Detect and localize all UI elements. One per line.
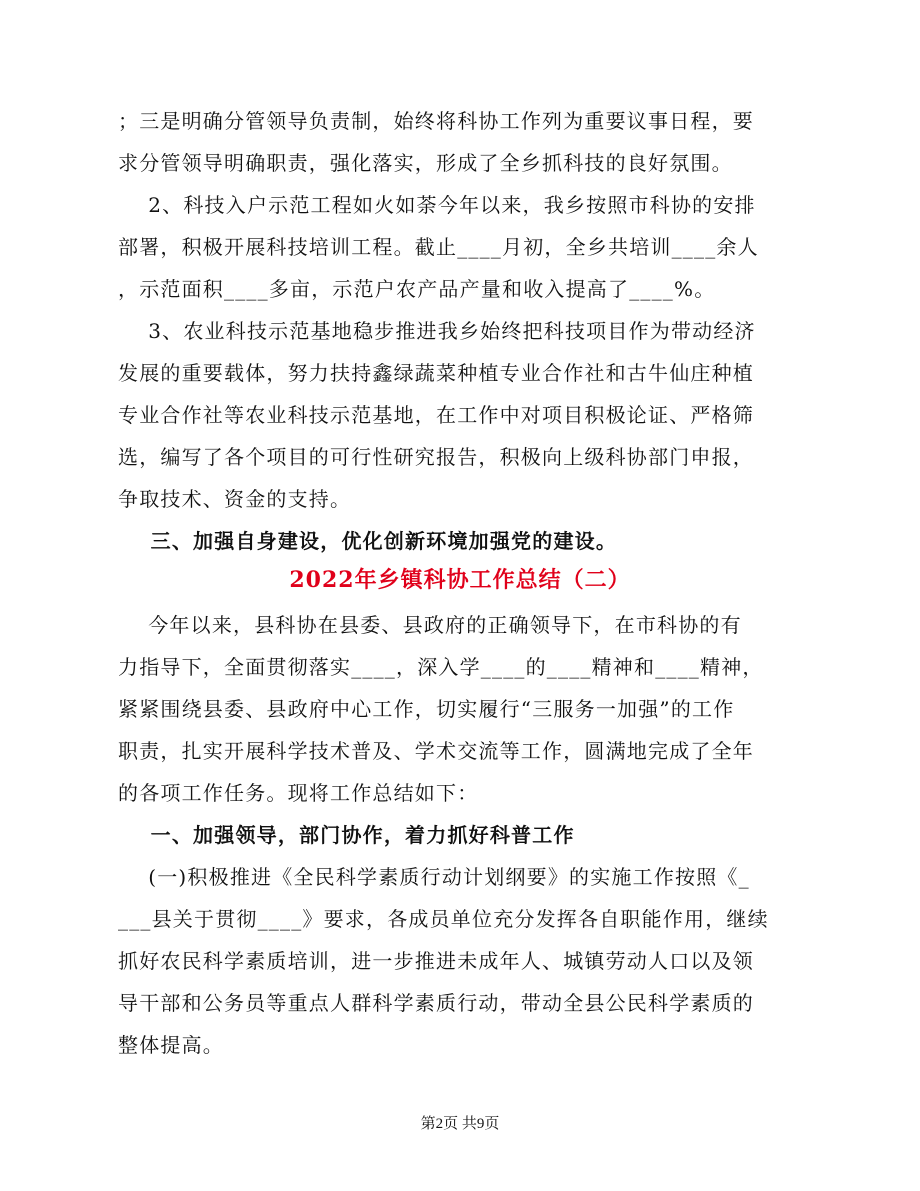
- text-line: ___县关于贯彻____》要求，各成员单位充分发挥各自职能作用，继续: [118, 907, 769, 931]
- text-line: 发展的重要载体，努力扶持鑫绿蔬菜种植专业合作社和古牛仙庄种植: [118, 361, 754, 385]
- text-line: 的各项工作任务。现将工作总结如下：: [118, 781, 479, 805]
- text-line: 2、科技入户示范工程如火如荼今年以来，我乡按照市科协的安排: [118, 193, 756, 217]
- text-line: 求分管领导明确职责，强化落实，形成了全乡抓科技的良好氛围。: [118, 151, 733, 175]
- document-title: 2022年乡镇科协工作总结（二）: [289, 567, 631, 593]
- text-line: 争取技术、资金的支持。: [118, 487, 352, 511]
- section-heading: 一、加强领导，部门协作，着力抓好科普工作: [118, 823, 575, 847]
- section-heading: 三、加强自身建设，优化创新环境加强党的建设。: [118, 529, 618, 553]
- text-line: 力指导下，全面贯彻落实____，深入学____的____精神和____精神，: [118, 655, 764, 679]
- text-line: 选，编写了各个项目的可行性研究报告，积极向上级科协部门申报，: [118, 445, 754, 469]
- text-line: (一)积极推进《全民科学素质行动计划纲要》的实施工作按照《_: [118, 865, 750, 889]
- text-line: 导干部和公务员等重点人群科学素质行动，带动全县公民科学素质的: [118, 991, 754, 1015]
- text-line: 紧紧围绕县委、县政府中心工作，切实履行“三服务一加强”的工作: [118, 697, 735, 721]
- page-number: 第2页 共9页: [420, 1116, 500, 1132]
- text-line: 部署，积极开展科技培训工程。截止____月初，全乡共培训____余人: [118, 235, 759, 259]
- text-line: ，示范面积____多亩，示范户农产品产量和收入提高了____%。: [118, 277, 716, 301]
- text-line: 职责，扎实开展科学技术普及、学术交流等工作，圆满地完成了全年: [118, 739, 754, 763]
- text-line: 抓好农民科学素质培训，进一步推进未成年人、城镇劳动人口以及领: [118, 949, 754, 973]
- text-line: 3、农业科技示范基地稳步推进我乡始终把科技项目作为带动经济: [118, 319, 756, 343]
- text-line: ；三是明确分管领导负责制，始终将科协工作列为重要议事日程，要: [118, 109, 754, 133]
- text-line: 专业合作社等农业科技示范基地，在工作中对项目积极论证、严格筛: [118, 403, 754, 427]
- text-line: 整体提高。: [118, 1033, 224, 1057]
- text-line: 今年以来，县科协在县委、县政府的正确领导下，在市科协的有: [118, 613, 742, 637]
